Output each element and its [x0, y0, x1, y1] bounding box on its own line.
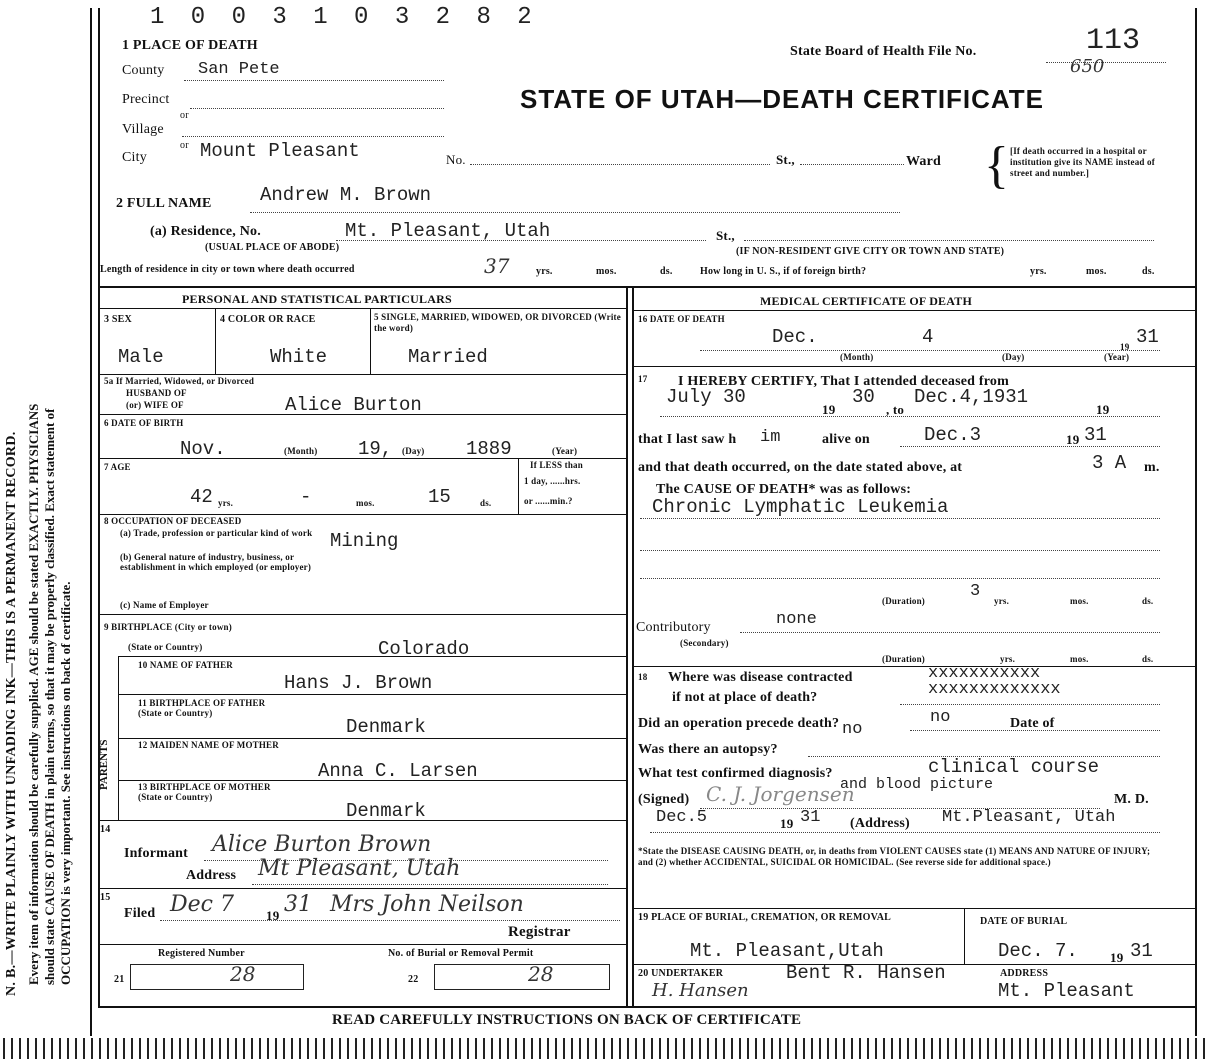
duration-ds-label: ds.	[1142, 596, 1154, 606]
abode-note: (USUAL PLACE OF ABODE)	[205, 242, 340, 253]
marital-status-value: Married	[408, 346, 488, 368]
left-border-inner	[98, 8, 100, 1008]
undertaker-address-label: ADDRESS	[1000, 968, 1049, 979]
spouse-label-1: 5a If Married, Widowed, or Divorced	[104, 376, 255, 386]
autopsy-value: no	[842, 720, 863, 739]
medical-heading: MEDICAL CERTIFICATE OF DEATH	[760, 294, 972, 308]
death-year-prefix: 19	[1120, 342, 1130, 352]
burial-permit-box	[434, 964, 610, 990]
operation-date-label: Date of	[1010, 716, 1055, 731]
torn-edge	[0, 1038, 1209, 1059]
dob-day: 19,	[358, 438, 393, 460]
duration-yrs-label: yrs.	[994, 596, 1010, 606]
street-label: St.,	[776, 152, 795, 167]
filed-label: Filed	[124, 906, 156, 921]
burial-year-prefix: 19	[1110, 950, 1124, 965]
burial-place-label: 19 PLACE OF BURIAL, CREMATION, OR REMOVAL	[638, 912, 892, 923]
last-saw-date: Dec.3	[924, 424, 982, 446]
mother-value: Anna C. Larsen	[318, 760, 478, 782]
contributory-value: none	[776, 610, 817, 629]
registrar-label: Registrar	[508, 924, 571, 940]
attended-to: Dec.4,1931	[914, 386, 1029, 408]
item-17-number: 17	[638, 374, 648, 384]
dob-month-label: (Month)	[284, 446, 318, 456]
father-birthplace-value: Denmark	[346, 716, 426, 738]
attended-to-year-prefix: 19	[1096, 402, 1110, 417]
item-18-number: 18	[638, 672, 648, 682]
undertaker-value: Bent R. Hansen	[786, 962, 946, 984]
residence-street-label: St.,	[716, 228, 735, 243]
file-number-label: State Board of Health File No.	[790, 44, 977, 59]
signed-label: (Signed)	[638, 792, 690, 807]
last-saw-year-prefix: 19	[1066, 432, 1080, 447]
cause-of-death-label: The CAUSE OF DEATH* was as follows:	[656, 482, 912, 497]
filed-date: Dec 7	[170, 892, 234, 917]
date-of-birth-label: 6 DATE OF BIRTH	[104, 418, 184, 428]
test-label: What test confirmed diagnosis?	[638, 766, 833, 781]
cause-note: *State the DISEASE CAUSING DEATH, or, in deaths from VIOLENT CAUSES state (1) MEANS AND NATURE OF INJURY; and (2) whether ACCIDENTAL, SUICIDAL OR HOMICIDAL. (See reverse side for additional space.)	[638, 846, 1151, 867]
age-ds-label: ds.	[480, 498, 492, 508]
side-note-line-2: Every item of information should be carefully supplied. AGE should be stated EXACTLY. PHYSICIANS	[26, 403, 41, 985]
marital-status-label: 5 SINGLE, MARRIED, WIDOWED, OR DIVORCED (Write the word)	[374, 312, 621, 333]
us-yrs-label: yrs.	[1030, 266, 1047, 277]
item-21-number: 21	[114, 974, 125, 985]
spouse-label-2: HUSBAND OF	[126, 388, 187, 398]
secondary-label: (Secondary)	[680, 638, 729, 648]
duration-2-label: (Duration)	[882, 654, 925, 664]
to-label: , to	[886, 402, 905, 417]
sex-label: 3 SEX	[104, 314, 132, 325]
date-of-death-label: 16 DATE OF DEATH	[638, 314, 725, 324]
age-years: 42	[190, 486, 213, 508]
operation-value: no	[930, 708, 951, 727]
registered-number-label: Registered Number	[158, 948, 245, 959]
informant-address: Mt Pleasant, Utah	[258, 856, 461, 881]
physician-signature: C. J. Jorgensen	[706, 782, 855, 806]
duration-2-mos-label: mos.	[1070, 654, 1089, 664]
filed-year: 31	[284, 892, 312, 917]
burial-year: 31	[1130, 940, 1153, 962]
spouse-label-3: (or) WIFE OF	[126, 400, 184, 410]
occupation-label: 8 OCCUPATION OF DECEASED	[104, 516, 242, 526]
village-label: Village	[122, 122, 164, 137]
informant-signature: Alice Burton Brown	[212, 832, 432, 857]
father-birthplace-label: 11 BIRTHPLACE OF FATHER (State or Country)	[138, 698, 266, 718]
duration-value: 3	[970, 582, 981, 601]
registrar-signature: Mrs John Neilson	[330, 892, 524, 917]
occupation-value: Mining	[330, 530, 399, 552]
informant-address-label: Address	[186, 868, 237, 883]
less-than-label-1: If LESS than	[530, 460, 583, 470]
birthplace-value: Colorado	[378, 638, 470, 660]
race-label: 4 COLOR OR RACE	[220, 314, 316, 325]
parents-label: PARENTS	[98, 739, 110, 790]
how-long-in-us-label: How long in U. S., if of foreign birth?	[700, 266, 867, 277]
side-note-permanent-record: N. B.—WRITE PLAINLY WITH UNFADING INK—THIS IS A PERMANENT RECORD.	[4, 431, 19, 996]
footer-instructions: READ CAREFULLY INSTRUCTIONS ON BACK OF CERTIFICATE	[332, 1012, 802, 1028]
us-ds-label: ds.	[1142, 266, 1155, 277]
item-22-number: 22	[408, 974, 419, 985]
not-at-place-value: xxxxxxxxxxxxx	[928, 680, 1061, 699]
us-mos-label: mos.	[1086, 266, 1107, 277]
birthplace-label: 9 BIRTHPLACE (City or town)	[104, 622, 232, 632]
age-mos-label: mos.	[356, 498, 375, 508]
city-value: Mount Pleasant	[200, 140, 360, 162]
right-border	[1195, 8, 1197, 1036]
non-resident-note: (IF NON-RESIDENT GIVE CITY OR TOWN AND STATE)	[736, 246, 1005, 257]
registered-number: 28	[230, 962, 256, 986]
occupation-b-label: (b) General nature of industry, business, or establishment in which employed (or employer)	[120, 552, 312, 572]
serial-number: 1 0 0 3 1 0 3 2 8 2	[150, 4, 538, 31]
mother-birthplace-label: 13 BIRTHPLACE OF MOTHER (State or Country)	[138, 782, 271, 802]
age-yrs-label: yrs.	[218, 498, 234, 508]
column-divider-inner	[632, 286, 634, 1006]
side-note-line-4: OCCUPATION is very important. See instructions on back of certificate.	[58, 581, 73, 985]
last-saw-label: that I last saw h	[638, 432, 737, 447]
main-grid-bottom	[98, 1006, 1195, 1008]
race-value: White	[270, 346, 328, 368]
signed-year: 31	[800, 808, 821, 827]
death-day-label: (Day)	[1002, 352, 1025, 362]
left-border	[90, 8, 92, 1036]
death-time-label: and that death occurred, on the date stated above, at	[638, 460, 963, 475]
last-saw-year: 31	[1084, 424, 1107, 446]
age-label: 7 AGE	[104, 462, 131, 472]
hospital-note: [If death occurred in a hospital or institution give its NAME instead of street and number.]	[1010, 146, 1155, 178]
main-grid-top	[98, 286, 1195, 288]
brace: {	[984, 137, 1009, 194]
father-value: Hans J. Brown	[284, 672, 433, 694]
certificate-title: STATE OF UTAH—DEATH CERTIFICATE	[520, 84, 1044, 114]
item-15-number: 15	[100, 892, 111, 903]
dob-year-label: (Year)	[552, 446, 578, 456]
duration-label: (Duration)	[882, 596, 925, 606]
duration-2-ds-label: ds.	[1142, 654, 1154, 664]
cause-of-death-value: Chronic Lymphatic Leukemia	[652, 496, 949, 518]
sex-value: Male	[118, 346, 164, 368]
contributory-label: Contributory	[636, 620, 711, 635]
death-year: 31	[1136, 326, 1159, 348]
birthplace-state-label: (State or Country)	[128, 642, 203, 652]
column-divider	[626, 286, 628, 1006]
or-1: or	[180, 110, 189, 121]
death-month: Dec.	[772, 326, 818, 348]
death-time-m-label: m.	[1144, 460, 1160, 475]
or-2: or	[180, 140, 189, 151]
informant-label: Informant	[124, 846, 189, 861]
spouse-value: Alice Burton	[285, 394, 422, 416]
test-value-2: and blood picture	[840, 776, 994, 793]
burial-date-value: Dec. 7.	[998, 940, 1078, 962]
physician-address-label: (Address)	[850, 816, 910, 831]
length-of-residence-label: Length of residence in city or town where death occurred	[100, 264, 355, 275]
test-value: clinical course	[928, 756, 1100, 778]
residence-value: Mt. Pleasant, Utah	[345, 220, 551, 242]
dob-day-label: (Day)	[402, 446, 425, 456]
burial-permit-number: 28	[528, 962, 554, 986]
death-time: 3 A	[1092, 452, 1127, 474]
precinct-label: Precinct	[122, 92, 170, 107]
street-number-label: No.	[446, 152, 466, 167]
attended-from-year: 30	[852, 386, 875, 408]
item-14-number: 14	[100, 824, 111, 835]
employer-label: (c) Name of Employer	[120, 600, 209, 610]
contracted-label: Where was disease contracted	[668, 670, 853, 685]
burial-date-label: DATE OF BURIAL	[980, 916, 1068, 927]
length-ds-label: ds.	[660, 266, 673, 277]
dob-year: 1889	[466, 438, 512, 460]
age-days: 15	[428, 486, 451, 508]
age-months: -	[300, 486, 312, 508]
dob-month: Nov.	[180, 438, 226, 460]
less-than-label-2: 1 day, ......hrs.	[524, 476, 581, 486]
signed-year-prefix: 19	[780, 816, 794, 831]
registered-number-box	[130, 964, 304, 990]
place-of-death-heading: 1 PLACE OF DEATH	[122, 38, 258, 53]
alive-on-label: alive on	[822, 432, 870, 447]
ward-label: Ward	[906, 154, 942, 169]
mother-label: 12 MAIDEN NAME OF MOTHER	[138, 740, 279, 750]
length-of-residence-value: 37	[484, 254, 510, 278]
full-name-value: Andrew M. Brown	[260, 184, 432, 206]
operation-label: Did an operation precede death?	[638, 716, 840, 731]
file-number: 113	[1086, 24, 1141, 58]
physician-address: Mt.Pleasant, Utah	[942, 808, 1116, 827]
last-saw-pronoun: im	[760, 428, 781, 447]
undertaker-address: Mt. Pleasant	[998, 980, 1135, 1002]
death-month-label: (Month)	[840, 352, 874, 362]
county-label: County	[122, 63, 165, 78]
signed-date: Dec.5	[656, 808, 708, 827]
certify-text: I HEREBY CERTIFY, That I attended deceased from	[678, 374, 1009, 389]
city-label: City	[122, 150, 147, 165]
burial-permit-label: No. of Burial or Removal Permit	[388, 948, 534, 959]
personal-heading: PERSONAL AND STATISTICAL PARTICULARS	[182, 292, 452, 306]
autopsy-label: Was there an autopsy?	[638, 742, 778, 757]
attended-year-prefix: 19	[822, 402, 836, 417]
contracted-value: xxxxxxxxxxx	[928, 664, 1041, 683]
county-value: San Pete	[198, 60, 280, 79]
father-label: 10 NAME OF FATHER	[138, 660, 233, 670]
residence-label: (a) Residence, No.	[150, 224, 261, 239]
length-yrs-label: yrs.	[536, 266, 553, 277]
burial-place-value: Mt. Pleasant,Utah	[690, 940, 884, 962]
duration-mos-label: mos.	[1070, 596, 1089, 606]
file-number-2: 650	[1070, 56, 1105, 77]
mother-birthplace-value: Denmark	[346, 800, 426, 822]
length-mos-label: mos.	[596, 266, 617, 277]
side-note-line-3: should state CAUSE OF DEATH in plain terms, so that it may be properly classified. Exact statement of	[42, 408, 57, 985]
attended-from: July 30	[666, 386, 746, 408]
undertaker-signature: H. Hansen	[652, 980, 749, 1001]
undertaker-label: 20 UNDERTAKER	[638, 968, 724, 979]
death-day: 4	[922, 326, 934, 348]
less-than-label-3: or ......min.?	[524, 496, 573, 506]
duration-2-yrs-label: yrs.	[1000, 654, 1016, 664]
full-name-label: 2 FULL NAME	[116, 196, 212, 211]
not-at-place-label: if not at place of death?	[672, 690, 818, 705]
md-label: M. D.	[1114, 792, 1149, 807]
filed-year-prefix: 19	[266, 908, 280, 923]
death-year-label: (Year)	[1104, 352, 1130, 362]
occupation-a-label: (a) Trade, profession or particular kind of work	[120, 528, 313, 538]
